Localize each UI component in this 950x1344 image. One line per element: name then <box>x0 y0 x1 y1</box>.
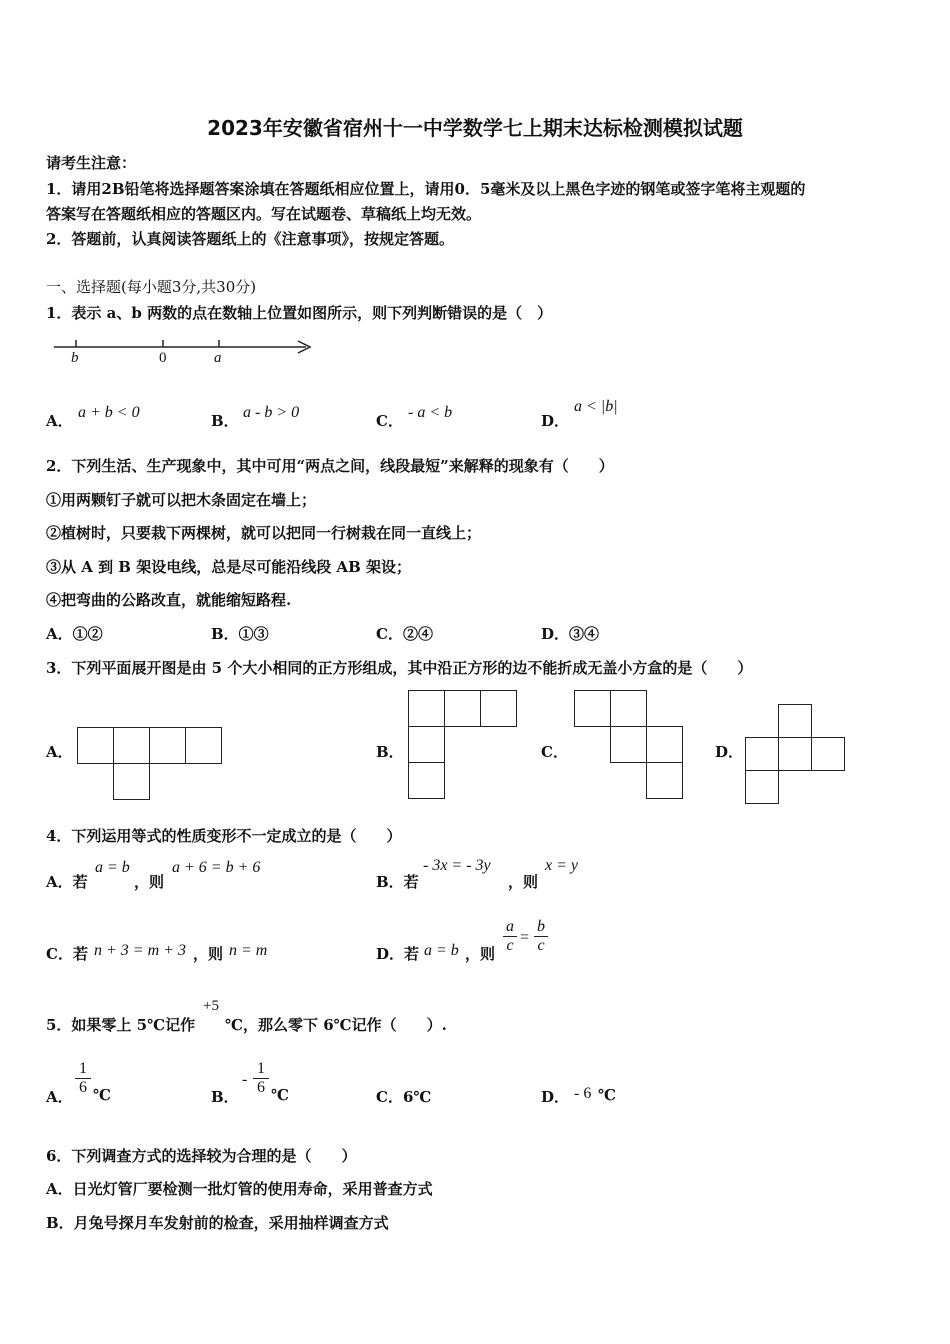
q1-option-a-math: a + b < 0 <box>78 404 140 421</box>
q5-option-a-fraction <box>75 1060 91 1097</box>
q1-stem: 1．表示 a、b 两数的点在数轴上位置如图所示，则下列判断错误的是（ ） <box>46 304 553 322</box>
q2-option-c: C．②④ <box>376 625 433 643</box>
number-line-figure <box>50 334 320 374</box>
net-square <box>745 737 779 771</box>
net-square <box>646 762 683 799</box>
q3-option-d-label: D． <box>715 743 744 761</box>
q5-option-d-unit: ℃ <box>598 1086 616 1104</box>
net-square <box>610 690 647 727</box>
q2-statement-1: ①用两颗钉子就可以把木条固定在墙上； <box>46 491 317 509</box>
q5-option-b-fraction <box>253 1060 269 1097</box>
q5-stem-end: ℃，那么零下 6℃记作（ ）. <box>225 1016 447 1034</box>
q1-option-c-label: C． <box>376 412 403 430</box>
q4-option-a-then: ，则 <box>134 873 165 891</box>
q6-option-b: B．月兔号探月车发射前的检查，采用抽样调查方式 <box>46 1214 389 1232</box>
q5-superscript: +5 <box>203 998 219 1014</box>
q4-option-d-fraction-2 <box>534 918 548 955</box>
q3-option-a-label: A． <box>46 743 73 761</box>
section-heading: 一、选择题(每小题3分,共30分) <box>46 278 257 296</box>
net-square <box>610 726 647 763</box>
net-square <box>811 737 845 771</box>
q4-option-c-prefix: C．若 <box>46 945 88 963</box>
notice-item-1-line-2: 答案写在答题纸相应的答题区内。写在试题卷、草稿纸上均无效。 <box>46 205 482 223</box>
net-square <box>646 726 683 763</box>
axis-label-0: 0 <box>159 350 167 366</box>
q5-option-b-unit: ℃ <box>271 1086 289 1104</box>
q4-option-b-prefix: B．若 <box>376 873 419 891</box>
q3-option-c-label: C． <box>541 743 568 761</box>
net-square <box>778 704 812 738</box>
q4-option-c-result: n = m <box>229 942 268 959</box>
q5-option-b-label: B． <box>211 1088 239 1106</box>
q5-option-d-label: D． <box>541 1088 570 1106</box>
q4-option-a-prefix: A．若 <box>46 873 88 891</box>
q5-option-a-unit: ℃ <box>93 1086 111 1104</box>
net-square <box>574 690 611 727</box>
fraction-denominator: 6 <box>253 1078 269 1097</box>
q1-option-c-math: - a < b <box>408 404 453 421</box>
q5-option-d-value: - 6 <box>574 1085 592 1102</box>
q4-option-a-condition: a = b <box>95 859 130 876</box>
net-square <box>408 690 445 727</box>
q2-statement-2: ②植树时，只要栽下两棵树，就可以把同一行树栽在同一直线上； <box>46 524 482 542</box>
fraction-denominator: c <box>503 936 517 955</box>
q6-option-a: A．日光灯管厂要检测一批灯管的使用寿命，采用普查方式 <box>46 1180 433 1198</box>
q1-option-b-math: a - b > 0 <box>243 404 300 421</box>
axis-label-a: a <box>214 350 222 366</box>
q2-option-d: D．③④ <box>541 625 600 643</box>
net-square <box>185 727 222 764</box>
q2-option-b: B．①③ <box>211 625 269 643</box>
q3-option-b-label: B． <box>376 743 404 761</box>
net-square <box>408 762 445 799</box>
notice-item-2: 2．答题前，认真阅读答题纸上的《注意事项》，按规定答题。 <box>46 230 454 248</box>
q4-option-b-result: x = y <box>545 857 578 874</box>
q4-option-d-prefix: D．若 <box>376 945 420 963</box>
q5-option-b-sign: - <box>242 1071 248 1088</box>
notice-heading: 请考生注意： <box>46 154 137 172</box>
net-square <box>77 727 114 764</box>
fraction-numerator: 1 <box>79 1060 87 1077</box>
q4-option-d-equals: = <box>520 929 530 946</box>
q2-statement-4: ④把弯曲的公路改直，就能缩短路程. <box>46 591 292 609</box>
q1-option-d-math: a < |b| <box>574 398 618 415</box>
q2-statement-3: ③从 A 到 B 架设电线，总是尽可能沿线段 AB 架设； <box>46 558 411 576</box>
net-square <box>480 690 517 727</box>
q4-option-d-condition: a = b <box>424 942 459 959</box>
net-square <box>113 763 150 800</box>
q4-option-b-condition: - 3x = - 3y <box>423 857 491 874</box>
q1-option-a-label: A． <box>46 412 73 430</box>
notice-item-1-line-1: 1．请用2B铅笔将选择题答案涂填在答题纸相应位置上，请用0．5毫米及以上黑色字迹的钢笔或签字笔将主观题的 <box>46 180 806 198</box>
q4-option-c-condition: n + 3 = m + 3 <box>94 942 186 959</box>
q3-stem: 3．下列平面展开图是由 5 个大小相同的正方形组成，其中沿正方形的边不能折成无盖小方盒的是（ ） <box>46 659 753 677</box>
q4-option-d-fraction-1 <box>503 918 517 955</box>
net-square <box>408 726 445 763</box>
net-square <box>778 737 812 771</box>
q4-stem: 4．下列运用等式的性质变形不一定成立的是（ ） <box>46 827 402 845</box>
fraction-denominator: 6 <box>75 1078 91 1097</box>
net-square <box>149 727 186 764</box>
q2-option-a: A．①② <box>46 625 103 643</box>
q4-option-d-then: ，则 <box>465 945 496 963</box>
net-square <box>113 727 150 764</box>
page-title: 2023年安徽省宿州十一中学数学七上期末达标检测模拟试题 <box>207 116 743 140</box>
net-square <box>745 770 779 804</box>
q5-option-c: C．6℃ <box>376 1088 432 1106</box>
q2-stem: 2．下列生活、生产现象中，其中可用“两点之间，线段最短”来解释的现象有（ ） <box>46 457 614 475</box>
q4-option-a-result: a + 6 = b + 6 <box>172 859 261 876</box>
fraction-numerator: b <box>537 918 545 935</box>
fraction-numerator: 1 <box>257 1060 265 1077</box>
axis-label-b: b <box>71 350 79 366</box>
q5-option-a-label: A． <box>46 1088 73 1106</box>
fraction-numerator: a <box>506 918 514 935</box>
q1-option-d-label: D． <box>541 412 570 430</box>
fraction-denominator: c <box>534 936 548 955</box>
q1-option-b-label: B． <box>211 412 239 430</box>
q5-stem-start: 5．如果零上 5℃记作 <box>46 1016 196 1034</box>
q6-stem: 6．下列调查方式的选择较为合理的是（ ） <box>46 1147 357 1165</box>
q4-option-b-then: ，则 <box>508 873 539 891</box>
net-square <box>444 690 481 727</box>
q4-option-c-then: ，则 <box>193 945 224 963</box>
